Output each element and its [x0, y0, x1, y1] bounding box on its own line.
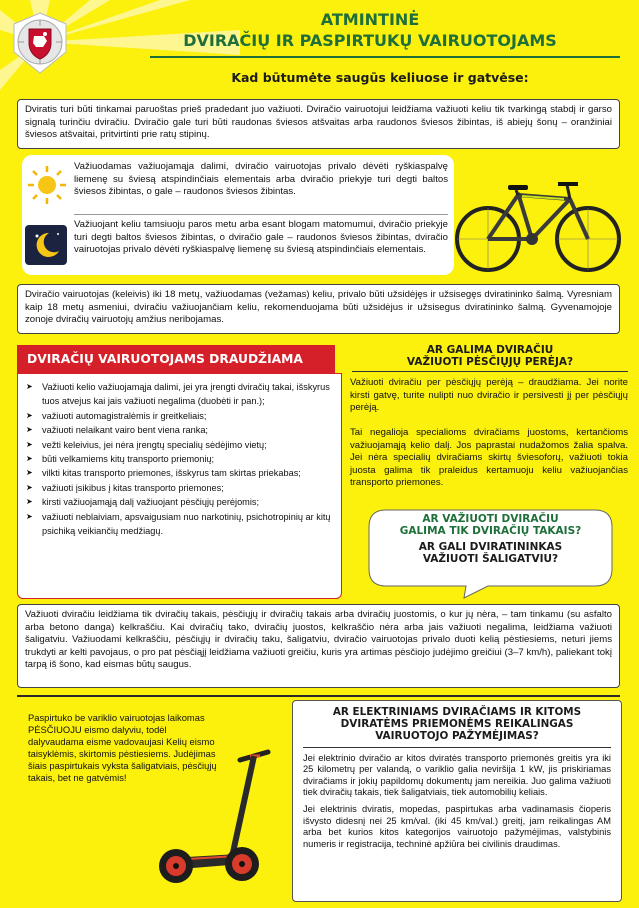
forbidden-heading: DVIRAČIŲ VAIRUOTOJAMS DRAUDŽIAMA: [17, 345, 335, 373]
day-text: Važiuodamas važiuojamąja dalimi, dviračio vairuotojas privalo dėvėti ryškiaspalvę liemenę su šviesą atspindinčiais elementais arba dviračio priekyje turi degti baltos šviesos žibintas, o gale – raudonos šviesos žibintas.: [74, 161, 448, 198]
electric-underline: [303, 747, 611, 748]
helmet-box: [17, 284, 620, 334]
bubble-q2-line-2: VAŽIUOTI ŠALIGATVIU?: [422, 553, 559, 565]
lights-divider: [74, 214, 448, 215]
title-line-1: ATMINTINĖ: [320, 10, 420, 29]
forbidden-list-box: [17, 373, 342, 599]
list-item: ➤ vilkti kitas transporto priemones, išskyrus tam skirtas priekabas;: [26, 466, 331, 480]
night-text: Važiuojant keliu tamsiuoju paros metu arba esant blogam matomumui, dviračio priekyje turi degti baltos šviesos žibintas, o dviračio gale – raudonos šviesos žibintas, dviračio vairuotojas privalo dėvėti ryškiaspalvę liemenę su šviesą atspindinčiais elementais.: [74, 219, 448, 256]
list-item: ➤ Važiuoti kelio važiuojamąja dalimi, jei yra įrengti dviračių takai, išskyrus tuos atvejus kai jais važiuoti negalima (duobėti ir pan.);: [26, 380, 331, 409]
bicycle-icon: [452, 165, 624, 277]
crossing-underline: [352, 371, 628, 372]
sun-icon: [27, 165, 67, 205]
intro-box: [17, 99, 620, 149]
forbidden-list: [26, 380, 331, 538]
bubble-q1-line-2: GALIMA TIK DVIRAČIŲ TAKAIS?: [399, 525, 582, 537]
electric-heading: [303, 706, 611, 743]
list-item: ➤ važiuoti nelaikant vairo bent viena ranka;: [26, 423, 331, 437]
title-underline: [150, 56, 620, 58]
subtitle: Kad būtumėte saugūs keliuose ir gatvėse:: [231, 70, 529, 85]
crossing-para-2: Tai negalioja specialioms dviračiams juostoms, kertančioms važiuojamąją kelio dalį. Jos paprastai nudažomos žalia spalva. Jei nėra specialių dviračiams skirtų šviesoforų, važiuoti tokia juosta galima tik praleidus kertamuoju keliu važiuojančias transporto priemones.: [350, 427, 628, 489]
paths-box: [17, 604, 620, 688]
helmet-text: Dviračio vairuotojas (keleivis) iki 18 metų, važiuodamas (vežamas) keliu, privalo būti užsidėjęs ir užsisegęs dviratininko šalmą. Vyresniam kaip 18 metų asmeniui, dviračiu važiuojančiam keliu, rekomenduojama būti užsidėjus ir užsisegus dviratininko šalmą. Gyvenamojoje zonoje dviračių vairuotojų amžius neribojamas.: [25, 289, 612, 326]
electric-heading-line-2: DVIRATĖMS PRIEMONĖMS REIKALINGAS: [340, 718, 574, 731]
electric-box: [292, 700, 622, 902]
list-item: ➤ kirsti važiuojamąją dalį važiuojant pėsčiųjų perėjomis;: [26, 495, 331, 509]
bubble-q1-line-1: AR VAŽIUOTI DVIRAČIU: [422, 513, 559, 525]
electric-heading-line-3: VAIRUOTOJO PAŽYMĖJIMAS?: [375, 730, 539, 743]
crossing-question-line-1: AR GALIMA DVIRAČIU: [426, 344, 554, 356]
sun-icon-wrap: [27, 165, 67, 205]
police-logo: [12, 12, 68, 74]
crossing-question-line-2: VAŽIUOTI PĖSČIŲJŲ PERĖJA?: [406, 356, 574, 368]
scooter-icon: [150, 742, 300, 892]
electric-para-1: Jei elektrinio dviračio ar kitos dviratės transporto priemonės greitis yra iki 25 kilometrų per valandą, o variklio galia neviršija 1 kW, jis priskiriamas dviračiams ir jokių papildomų dokumentų jam nereikia. Juo galima važiuoti tiek dviračių takais, tiek šaligatviais, tiek automobilių keliais.: [303, 752, 611, 798]
list-item: ➤ vežti keleivius, jei nėra įrengtų specialių sėdėjimo vietų;: [26, 438, 331, 452]
crossing-question: [352, 344, 628, 368]
electric-para-2: Jei elektrinis dviratis, mopedas, paspirtukas arba vadinamasis čioperis išvysto didesnį nei 25 km/val. (iki 45 km/val.) greitį, jam reikalingas AM arba bet kurios kitos kategorijos vairuotojo pažymėjimas, valstybinis numeris ir registracija, techninė apžiūra bei civilinis draudimas.: [303, 803, 611, 849]
crossing-para-1: Važiuoti dviračiu per pėsčiųjų perėją – draudžiama. Jei norite kirsti gatvę, turite nulipti nuo dviračio ir persivesti jį per pėsčiųjų perėją.: [350, 377, 628, 414]
moon-icon-wrap: [25, 225, 67, 265]
speech-bubble-text: [372, 513, 609, 565]
moon-icon: [25, 225, 67, 265]
intro-text: Dviratis turi būti tinkamai paruoštas prieš pradedant juo važiuoti. Dviračio vairuotojui leidžiama važiuoti keliu tik tvarkingą stabdį ir garso signalą turinčiu dviračiu. Dviračio gale turi būti raudonas šviesos atšvaitas arba raudonos šviesos žibintas, iš abiejų šonų – oranžiniai šviesos atšvaitai, pritvirtinti prie ratų stipinų.: [25, 104, 612, 141]
list-item: ➤ važiuoti automagistralėmis ir greitkeliais;: [26, 409, 331, 423]
bubble-q2-line-1: AR GALI DVIRATININKAS: [418, 541, 563, 553]
title-line-2: DVIRAČIŲ IR PASPIRTUKŲ VAIRUOTOJAMS: [183, 31, 557, 50]
electric-heading-line-1: AR ELEKTRINIAMS DVIRAČIAMS IR KITOMS: [332, 706, 582, 718]
scooter-text: Paspirtuko be variklio vairuotojas laikomas PĖSČIUOJU eismo dalyviu, todėl dalyvaudama eisme vadovaujasi Kelių eismo taisyklėmis, skirtomis pėstiesiems. Judėjimas šiais paspirtukais vyksta šaligatviais, pėsčiųjų takais, bet ne gatvėmis!: [28, 712, 217, 783]
paths-text: Važiuoti dviračiu leidžiama tik dviračių takais, pėsčiųjų ir dviračių takais arba dviračių juostomis, o kur jų nėra, – tam tinkamu (su asfalto arba betono danga) kelkraščiu. Kai dviračių tako, dviračių juostos, kelkraščio nėra arba jais važiuoti negalima, leidžiama važiuoti šaligatviu. Važiuodami kelkraščiu, pėsčiųjų ir dviračių taku, šaligatviu, dviračio vairuotojas privalo duoti kelią pėstiesiems, neturi jiems trukdyti ar kelti pavojaus, o pro pat pėsčiąjį leidžiama važiuoti greičiu, kuris yra artimas pėsčiojo judėjimo greičiui (3–7 km/h), paliekant tokį tarpą iš šono, kad eismas būtų saugus.: [25, 609, 612, 671]
list-item: ➤ važiuoti įsikibus į kitas transporto priemones;: [26, 481, 331, 495]
list-item: ➤ būti velkamiems kitų transporto priemonių;: [26, 452, 331, 466]
police-badge-icon: [12, 12, 68, 74]
list-item: ➤ važiuoti neblaiviam, apsvaigusiam nuo narkotinių, psichotropinių ar kitų psichiką veikiančių medžiagų.: [26, 510, 331, 539]
lights-box: [22, 155, 454, 275]
section-divider: [17, 695, 620, 697]
